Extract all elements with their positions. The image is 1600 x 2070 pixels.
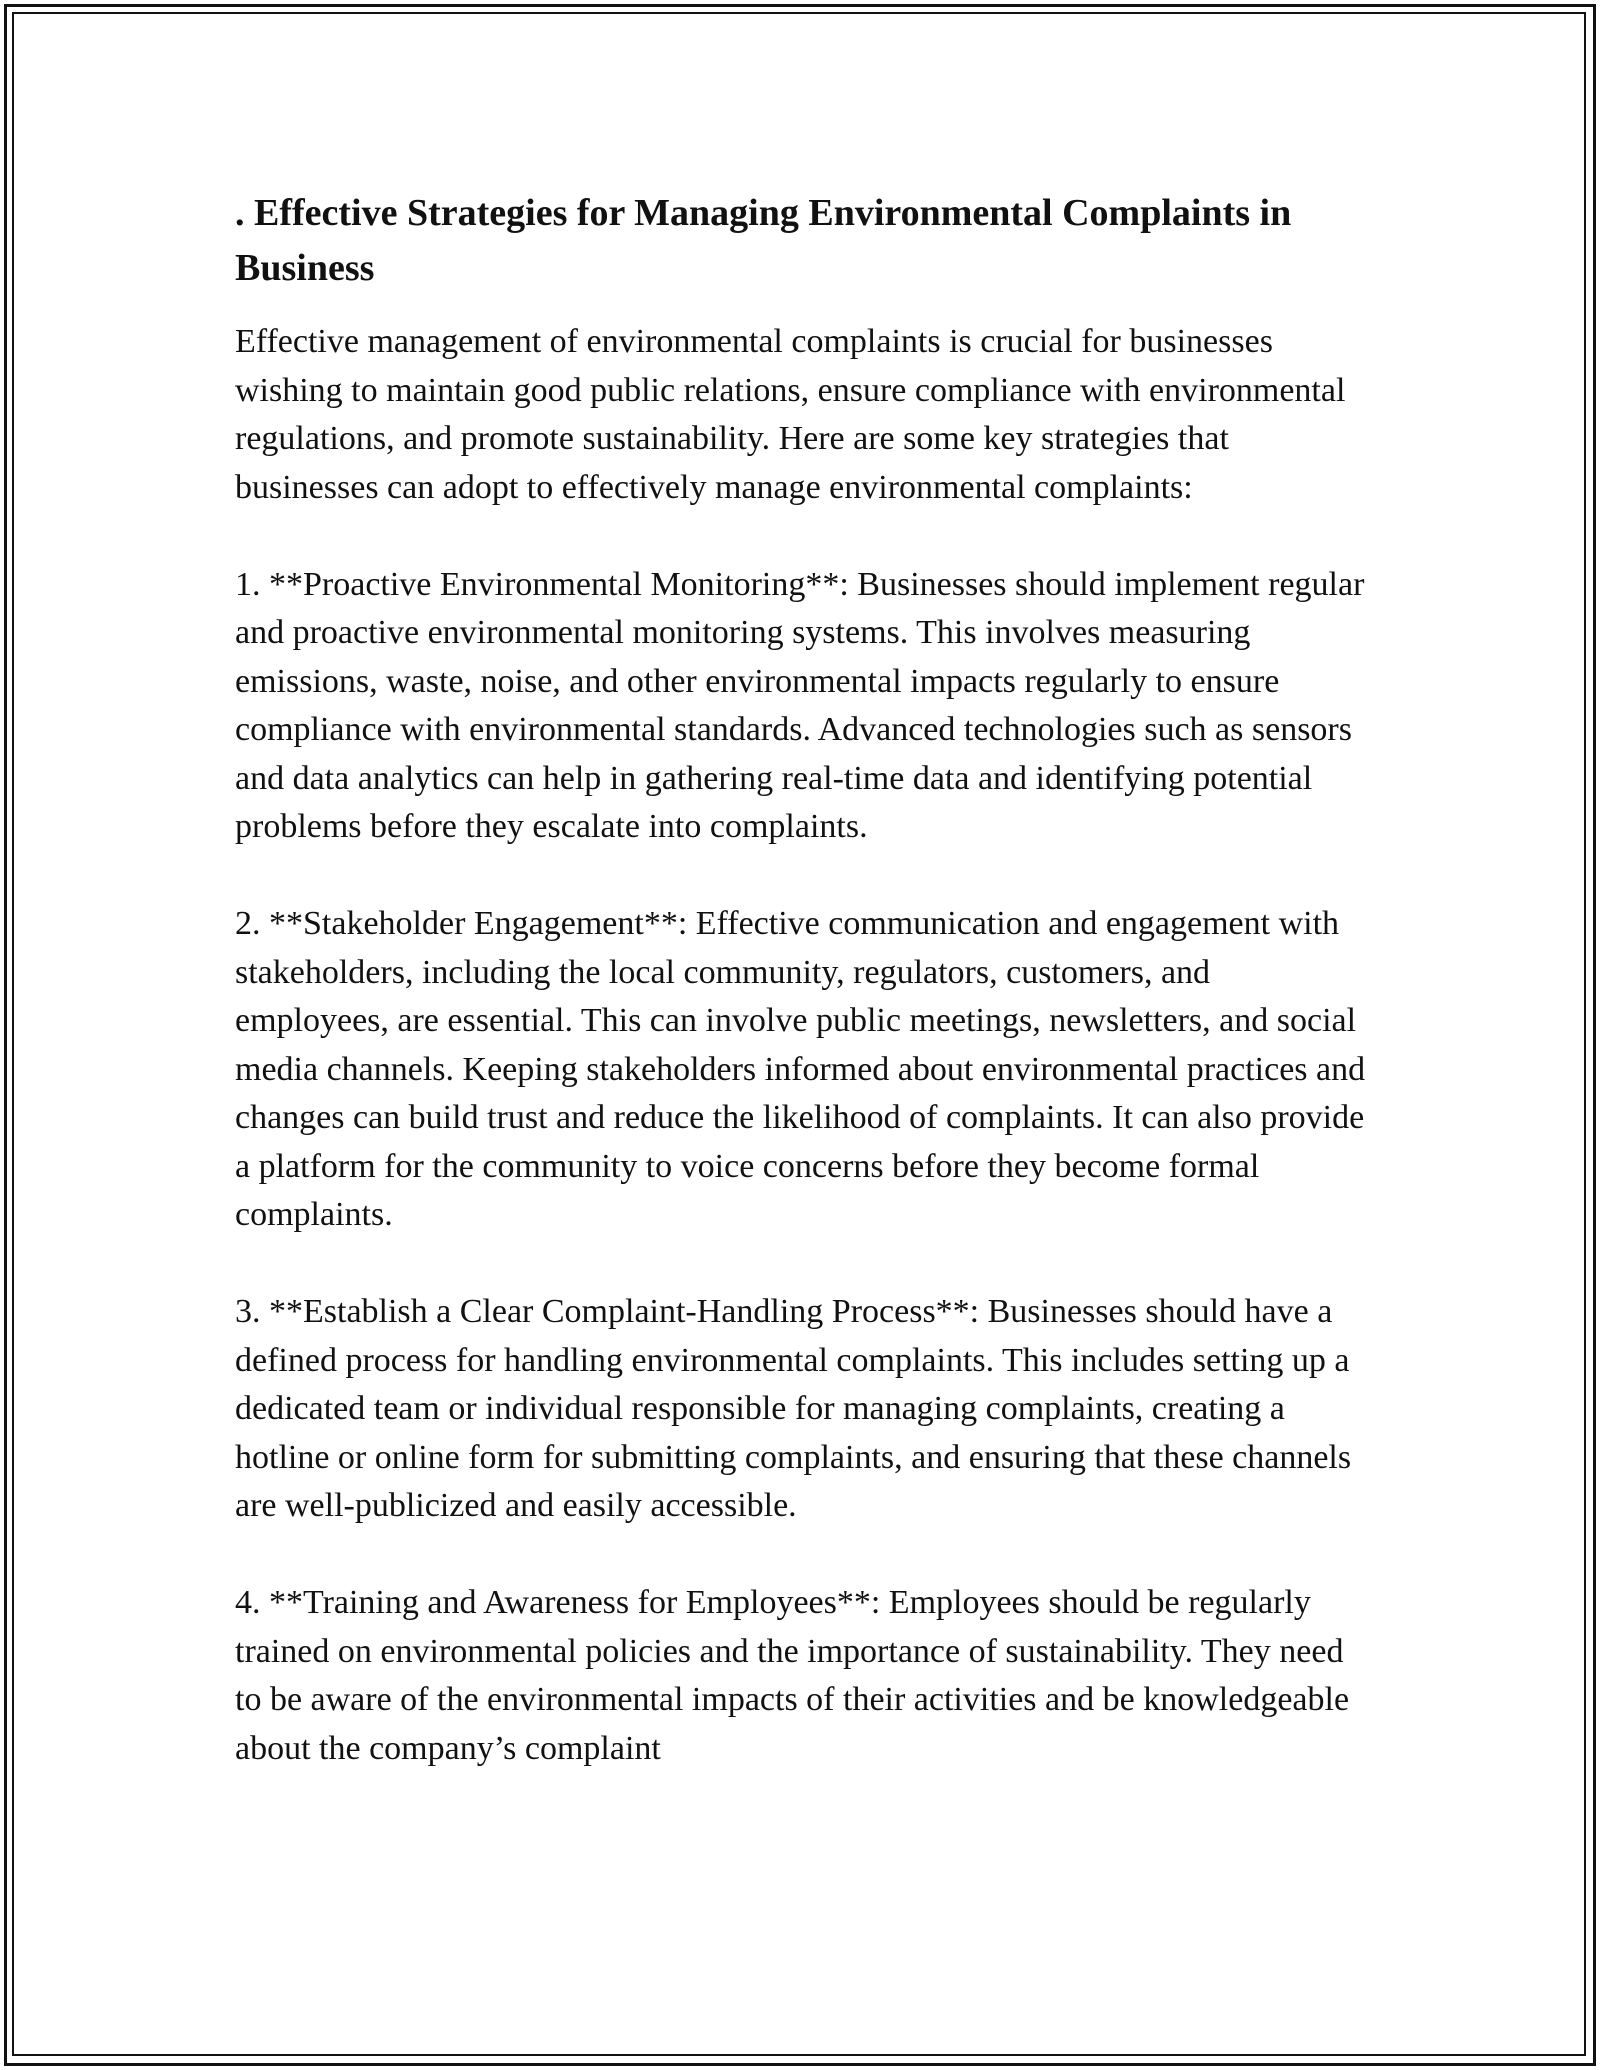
strategy-complaint-process-paragraph: 3. **Establish a Clear Complaint-Handling Process**: Businesses should have a defined process for handling environmental complaints. This includes setting up a dedicated team or individual responsible for managing complaints, creating a hotline or online form for submitting complaints, and ensuring that these channels are well-publicized and easily accessible. — [235, 1293, 1352, 1524]
document-body — [235, 318, 1370, 1773]
document-page — [235, 186, 1370, 1773]
strategy-training-paragraph: 4. **Training and Awareness for Employees**: Employees should be regularly trained on environmental policies and the importance of sustainability. They need to be aware of the environmental impacts of their activities and be knowledgeable about the company’s complaint — [235, 1584, 1350, 1767]
document-title: . Effective Strategies for Managing Environmental Complaints in Business — [235, 192, 1292, 289]
strategy-stakeholder-paragraph: 2. **Stakeholder Engagement**: Effective communication and engagement with stakeholders, including the local community, regulators, customers, and employees, are essential. This can involve public meetings, newsletters, and social media channels. Keeping stakeholders informed about environmental practices and changes can build trust and reduce the likelihood of complaints. It can also provide a platform for the community to voice concerns before they become formal complaints. — [235, 905, 1366, 1233]
strategy-monitoring-paragraph: 1. **Proactive Environmental Monitoring**: Businesses should implement regular and proactive environmental monitoring systems. This involves measuring emissions, waste, noise, and other environmental impacts regularly to ensure compliance with environmental standards. Advanced technologies such as sensors and data analytics can help in gathering real-time data and identifying potential problems before they escalate into complaints. — [235, 565, 1365, 845]
intro-paragraph: Effective management of environmental complaints is crucial for businesses wishing to maintain good public relations, ensure compliance with environmental regulations, and promote sustainability. Here are some key strategies that businesses can adopt to effectively manage environmental complaints: — [235, 323, 1346, 506]
